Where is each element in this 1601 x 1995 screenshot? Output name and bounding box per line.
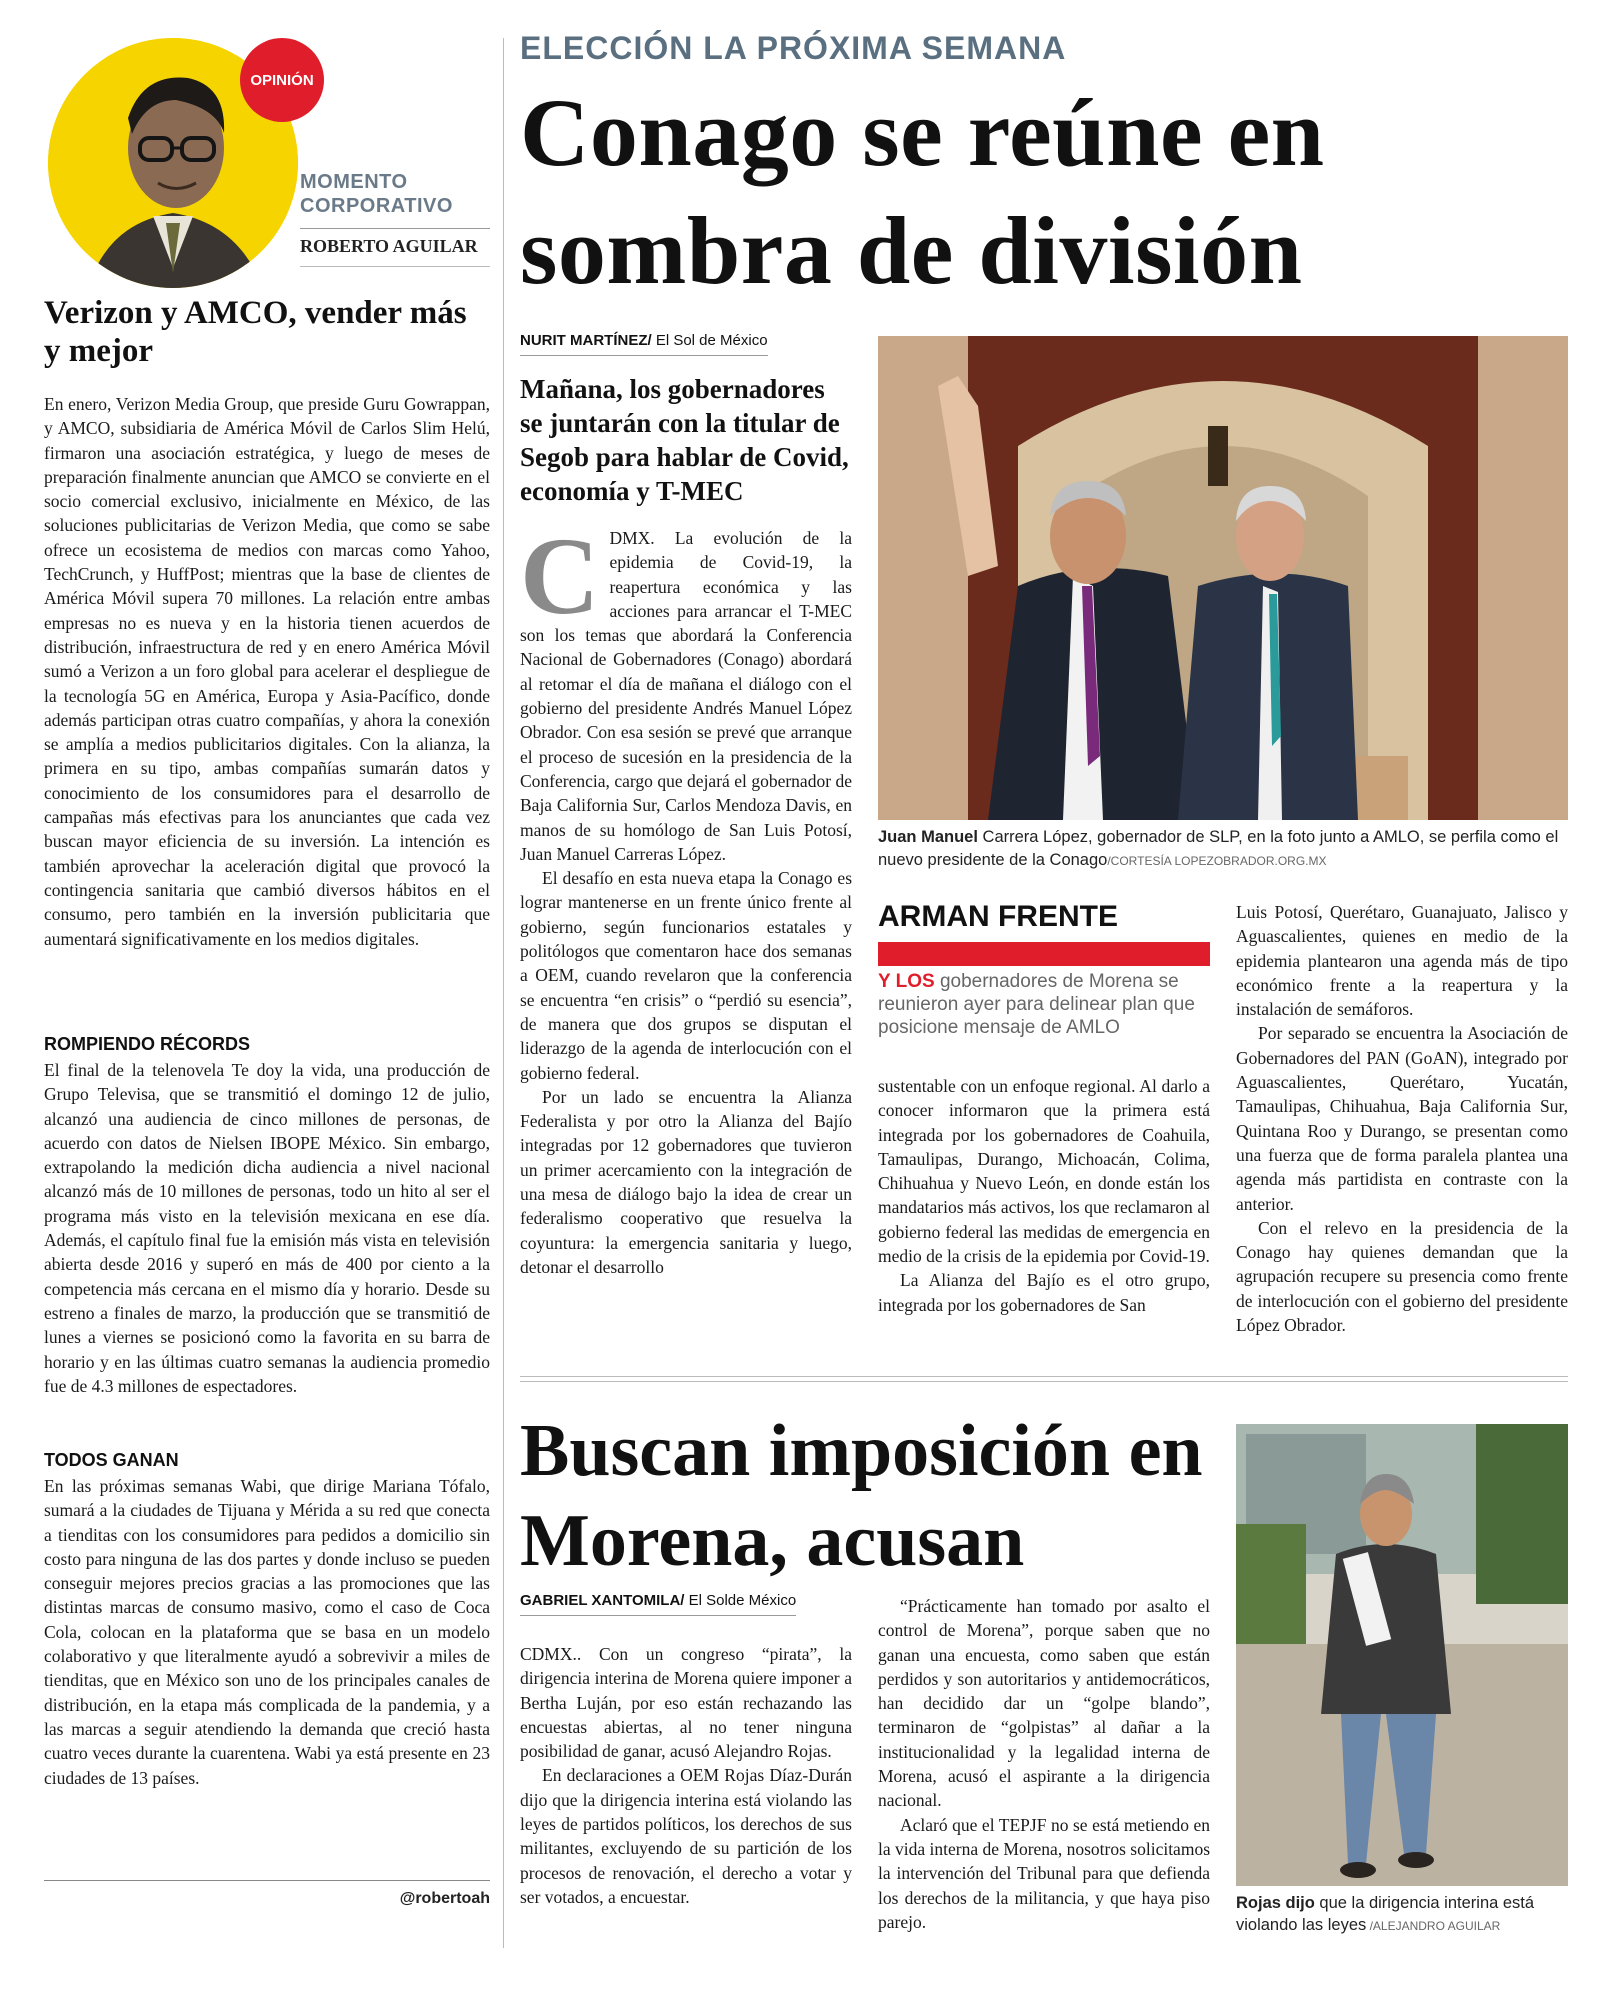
story1-paragraph-7: Por separado se encuentra la Asociación de Gobernadores del PAN (GoAN), integrado por Aguascalientes, Querétaro, Yucatán, Tamaulipas, Chihuahua, Baja California Sur, Quintana Roo y Durango, se presentan como una fuerza que de forma paralela plantea una agenda más partidista en contraste con la anterior.: [1236, 1023, 1568, 1214]
sidebar-box-summary: [878, 970, 1210, 1039]
column-paragraph-3: En las próximas semanas Wabi, que dirige Mariana Tófalo, sumará a la ciudades de Tijuana y Mérida a su red que conecta a tienditas con los consumidores para pedidos a domicilio sin costo para ninguna de las dos partes y donde incluso se pueden conseguir mejores precios gracias a las promociones que las distintas marcas de consumo masivo, como el caso de Coca Cola, colocan en la plataforma que se basa en un modelo colaborativo y que literalmente ayudó a sobrevivir a miles de tienditas, que en México son uno de los principales canales de distribución, en la etapa más complicada de la pandemia, y a las marcas a seguir atendiendo la demanda que creció hasta cuatro veces durante la cuarentena. Wabi ya está presente en 23 ciudades de 13 países.: [44, 1476, 490, 1788]
story1-column-2: [878, 1074, 1210, 1317]
story1-paragraph-8: Con el relevo en la presidencia de la Conago hay quienes demandan que la agrupación recupere su presencia como frente de interlocución con el gobierno del presidente López Obrador.: [1236, 1217, 1568, 1336]
story2-photo: [1236, 1424, 1568, 1886]
column-paragraph-2: El final de la telenovela Te doy la vida, una producción de Grupo Televisa, que se transmitió el domingo 12 de julio, alcanzó una audiencia de cinco millones de personas, de acuerdo con datos de Nielsen IBOPE México. Sin embargo, extrapolando la medición dicha audiencia a nivel nacional alcanzó más de 10 millones de personas, todo un hito al ser el programa más visto en la televisión mexicana en ese día. Además, el capítulo final fue la emisión más vista en televisión abierta desde 2016 y superó en más de 400 por ciento a la competencia más cercana en el mismo día y horario. Desde su estreno a finales de marzo, la producción que se transmitió de lunes a viernes se posicionó como la favorita en su barra de horario y en las últimas cuatro semanas la audiencia promedio fue de 4.3 millones de espectadores.: [44, 1060, 490, 1396]
opinion-badge: OPINIÓN: [240, 38, 324, 122]
story1-paragraph-6: Luis Potosí, Querétaro, Guanajuato, Jalisco y Aguascalientes, quienes en medio de la epidemia plantearon una agenda más de tipo económico frente a la reapertura y la instalación de semáforos.: [1236, 902, 1568, 1020]
column-subhead-records: ROMPIENDO RÉCORDS: [44, 1034, 251, 1054]
story1-paragraph-3: Por un lado se encuentra la Alianza Federalista y por otro la Alianza del Bajío integradas por 12 gobernadores que tuvieron un primer acercamiento con la integración de una mesa de diálogo bajo la idea de crear un federalismo cooperativo que resuelva la coyuntura: la emergencia sanitaria y luego, detonar el desarrollo: [520, 1086, 852, 1277]
author-rule: [300, 228, 490, 229]
column-paragraph-1: En enero, Verizon Media Group, que preside Guru Gowrappan, y AMCO, subsidiaria de América Móvil de Carlos Slim Helú, firmaron una asociación estratégica, y luego de meses de preparación finalmente anuncian que AMCO se convierte en el socio comercial exclusivo, inicialmente en México, de las soluciones publicitarias de Verizon Media, que como se sabe ofrece un ecosistema de medios con marcas como Yahoo, TechCrunch, y HuffPost; mientras que la base de clientes de América Móvil supera 70 millones. La relación entre ambas empresas no es nueva y en la historia tienen acuerdos de distribución, infraestructura de red y en enero América Móvil sumó a Verizon a un foro global para acelerar el despliegue de la tecnología 5G en América, Europa y Asia-Pacífico, donde además participan otras cuatro compañías, y ahora la conexión se amplía a medios publicitarios digitales. Con la alianza, la primera en su tipo, ambas compañías sumarán datos y conocimiento de los consumidores para el desarrollo de campañas más efectivas para los anunciantes que cada vez buscan mayor eficiencia de su inversión. La intención es también aprovechar la aceleración digital que provocó la contingencia sanitaria que cambió diversos hábitos en el consumo, pero también en la inversión publicitaria que aumentará significativamente en los medios digitales.: [44, 394, 490, 949]
story1-caption-lead: Juan Manuel: [878, 828, 978, 846]
story-separator: [520, 1376, 1568, 1382]
story1-paragraph-4: sustentable con un enfoque regional. Al darlo a conocer informaron que la primera está integrada por los gobernadores de Coahuila, Tamaulipas, Durango, Michoacán, Colima, Chihuahua y Nuevo León, en donde están los mandatarios más activos, los que reclamaron al gobierno federal las medidas de emergencia en medio de la crisis de la epidemia por Covid-19.: [878, 1076, 1210, 1267]
story2-headline: Buscan imposición en Morena, acusan: [520, 1410, 1203, 1582]
sidebar-box-lead: Y LOS: [878, 971, 935, 992]
story1-paragraph-5: La Alianza del Bajío es el otro grupo, integrada por los gobernadores de San: [878, 1270, 1210, 1315]
story1-byline: [520, 332, 768, 356]
story1-photo-caption: [878, 826, 1568, 873]
story1-column-1: [520, 515, 852, 1279]
story1-headline: Conago se reúne en sombra de división: [520, 79, 1325, 304]
column-divider: [503, 38, 504, 1948]
column-bottom-rule: [44, 1880, 490, 1881]
story2-byline: [520, 1592, 796, 1616]
story2-byline-author: GABRIEL XANTOMILA/: [520, 1592, 685, 1609]
story2-photo-caption: [1236, 1892, 1568, 1937]
sidebar-box-title: ARMAN FRENTE: [878, 900, 1118, 933]
sidebar-box-text: gobernadores de Morena se reunieron ayer para delinear plan que posicione mensaje de AMLO: [878, 971, 1195, 1038]
story2-paragraph-3: “Prácticamente han tomado por asalto el control de Morena”, porque saben que no ganan una encuesta, como saben que están perdidos y son autoritarios y antidemocráticos, han decidido dar un “golpe blando”, terminaron de “golpistas” al dañar a la institucionalidad y la legalidad interna de Morena, acusó el aspirante a la dirigencia nacional.: [878, 1596, 1210, 1811]
story2-paragraph-1: CDMX.. Con un congreso “pirata”, la dirigencia interina de Morena quiere imponer a Bertha Luján, por eso están rechazando las encuestas abiertas, al no tener ninguna posibilidad de ganar, acusó Alejandro Rojas.: [520, 1644, 852, 1762]
story1-kicker: ELECCIÓN LA PRÓXIMA SEMANA: [520, 30, 1067, 66]
story1-caption-text: Carrera López, gobernador de SLP, en la foto junto a AMLO, se perfila como el nuevo presidente de la Conago: [878, 828, 1559, 869]
column-author: ROBERTO AGUILAR: [300, 236, 478, 256]
story1-dropcap: C: [520, 515, 600, 637]
story2-caption-text: que la dirigencia interina está violando las leyes: [1236, 1894, 1535, 1934]
story1-paragraph-1: DMX. La evolución de la epidemia de Covid-19, la reapertura económica y las acciones para arrancar el T-MEC son los temas que abordará la Conferencia Nacional de Gobernadores (Conago) abordará al retomar el día de mañana el diálogo con el gobierno del presidente Andrés Manuel López Obrador. Con esa sesión se prevé que arranque el proceso de sucesión en la presidencia de la Conferencia, cargo que dejará el gobernador de Baja California Sur, Carlos Mendoza Davis, en manos de su homólogo de San Luis Potosí, Juan Manuel Carreras López.: [520, 528, 852, 864]
sidebar-box-red-bar: [878, 942, 1210, 966]
story2-column-2: [878, 1594, 1210, 1934]
story2-column-1: [520, 1642, 852, 1909]
column-name-line1: MOMENTO: [300, 171, 408, 193]
story2-byline-source: El Solde México: [684, 1592, 797, 1609]
column-subhead-todos-ganan: TODOS GANAN: [44, 1450, 179, 1470]
author-rule-bottom: [300, 266, 490, 267]
column-twitter-handle[interactable]: @robertoah: [399, 1890, 490, 1907]
column-title: Verizon y AMCO, vender más y mejor: [44, 295, 467, 369]
story2-caption-lead: Rojas dijo: [1236, 1894, 1315, 1912]
story1-byline-source: El Sol de México: [651, 332, 768, 349]
story2-paragraph-2: En declaraciones a OEM Rojas Díaz-Durán dijo que la dirigencia interina está violando las leyes de partidos políticos, los derechos de sus militantes, excluyendo de su partición de los procesos de renovación, el derecho a votar y ser votados, a encuestar.: [520, 1765, 852, 1907]
story1-caption-credit: /CORTESÍA LOPEZOBRADOR.ORG.MX: [1107, 854, 1327, 868]
story2-caption-credit: /ALEJANDRO AGUILAR: [1366, 1919, 1501, 1933]
story1-paragraph-2: El desafío en esta nueva etapa la Conago es lograr mantenerse en un frente único frente al gobierno, según funcionarios estatales y politólogos que comentaron hace dos semanas a OEM, cuando revelaron que la conferencia se encuentra “en crisis” o “perdió su esencia”, de manera que dos grupos se disputan el liderazgo de la agenda de interlocución con el gobierno federal.: [520, 868, 852, 1083]
column-name: [300, 170, 490, 218]
story1-byline-author: NURIT MARTÍNEZ/: [520, 332, 652, 349]
story1-column-3: [1236, 900, 1568, 1337]
story2-paragraph-4: Aclaró que el TEPJF no se está metiendo en la vida interna de Morena, nosotros solicitamos la intervención del Tribunal para que defienda los derechos de la militancia, y que haya piso parejo.: [878, 1814, 1210, 1932]
story1-photo: [878, 336, 1568, 820]
column-name-line2: CORPORATIVO: [300, 195, 453, 217]
story1-summary: Mañana, los gobernadores se juntarán con la titular de Segob para hablar de Covid, economía y T-MEC: [520, 374, 849, 506]
